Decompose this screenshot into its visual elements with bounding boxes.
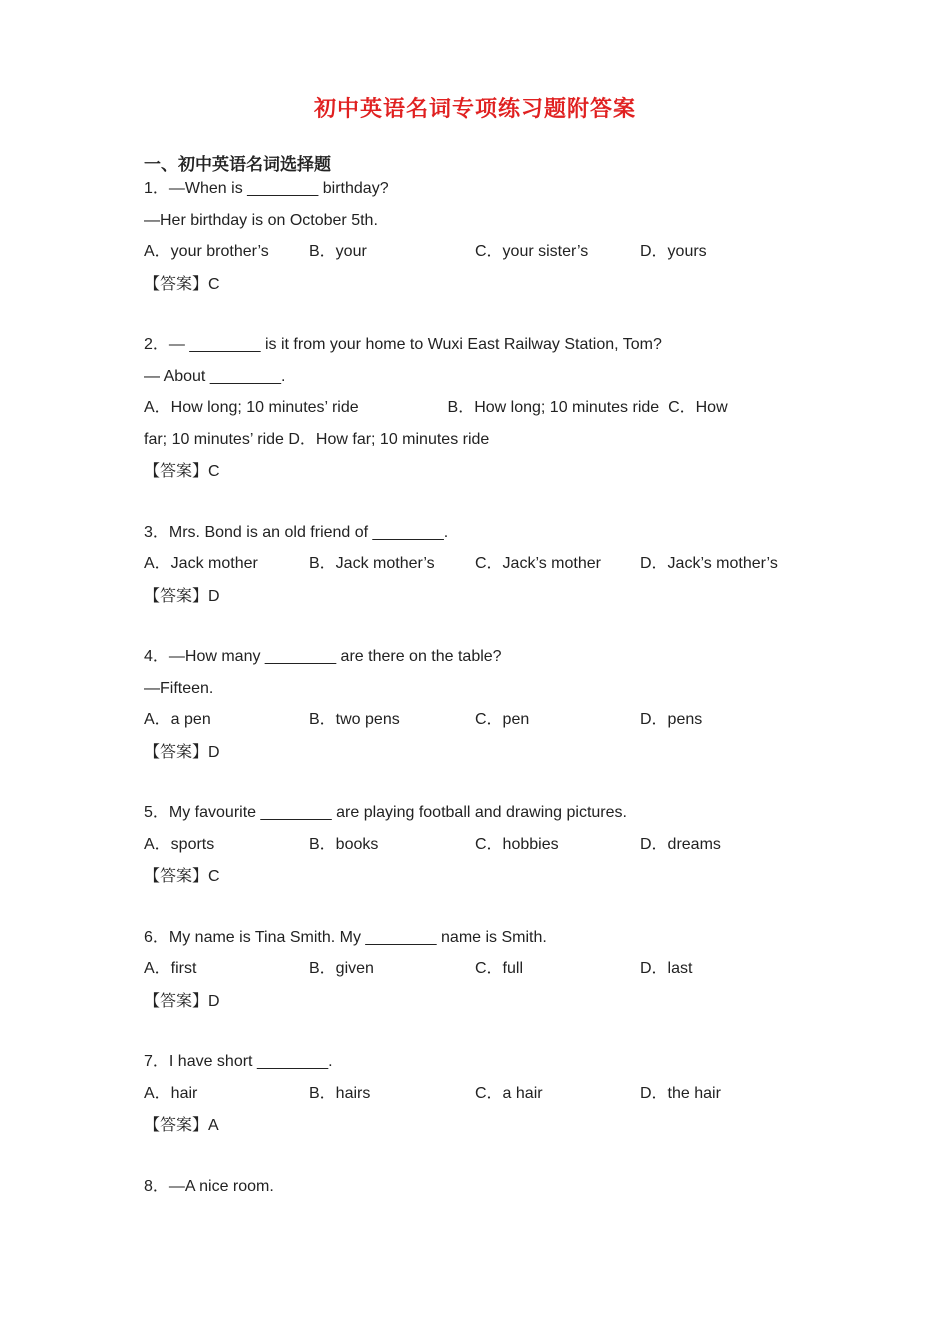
question-1-stem: 1．—When is ________ birthday? bbox=[144, 180, 389, 197]
option-a: A．hair bbox=[144, 1084, 198, 1102]
question-5 bbox=[144, 797, 814, 892]
question-3-answer bbox=[144, 580, 814, 612]
question-4-stem: 4．—How many ________ are there on the table? bbox=[144, 648, 502, 665]
question-8-stem: 8．—A nice room. bbox=[144, 1177, 274, 1195]
option-c: C．a hair bbox=[475, 1084, 543, 1102]
question-5-options bbox=[144, 829, 814, 861]
question-6 bbox=[144, 922, 814, 1017]
question-7-options bbox=[144, 1078, 814, 1110]
answer-value: C bbox=[208, 868, 220, 885]
question-6-options bbox=[144, 953, 814, 985]
answer-label: 【答案】 bbox=[144, 273, 209, 293]
page-title: 初中英语名词专项练习题附答案 bbox=[313, 97, 636, 122]
answer-value: D bbox=[208, 743, 220, 761]
question-5-stem: 5．My favourite ________ are playing football and drawing pictures. bbox=[144, 804, 627, 821]
option-a: A．your brother’s bbox=[144, 243, 269, 260]
option-d: D．Jack’s mother’s bbox=[640, 555, 778, 572]
answer-value: D bbox=[208, 587, 220, 605]
answer-value: D bbox=[208, 992, 220, 1010]
question-list bbox=[144, 173, 814, 1202]
question-2-reply: — About ________. bbox=[144, 367, 286, 385]
question-3 bbox=[144, 517, 814, 612]
question-2 bbox=[144, 329, 814, 487]
question-6-stem: 6．My name is Tina Smith. My ________ name is Smith. bbox=[144, 928, 547, 946]
question-4 bbox=[144, 641, 814, 767]
option-b: B．books bbox=[309, 835, 379, 853]
question-5-answer bbox=[144, 860, 814, 892]
option-d: D．the hair bbox=[640, 1084, 721, 1102]
option-c: C．Jack’s mother bbox=[475, 555, 601, 572]
question-3-stem: 3．Mrs. Bond is an old friend of ________. bbox=[144, 523, 449, 541]
question-8 bbox=[144, 1171, 814, 1203]
answer-label: 【答案】 bbox=[144, 585, 209, 605]
option-c: C．full bbox=[475, 960, 524, 977]
question-1-answer bbox=[144, 268, 814, 300]
option-b: B．two pens bbox=[309, 711, 400, 728]
option-b: B．your bbox=[309, 243, 367, 260]
option-a: A．sports bbox=[144, 835, 215, 853]
question-2-answer bbox=[144, 455, 814, 487]
answer-value: C bbox=[208, 275, 220, 293]
option-d: D．last bbox=[640, 960, 693, 977]
question-1-reply: —Her birthday is on October 5th. bbox=[144, 211, 378, 229]
question-3-options bbox=[144, 548, 814, 580]
question-4-reply: —Fifteen. bbox=[144, 679, 214, 697]
question-7-stem: 7．I have short ________. bbox=[144, 1053, 333, 1070]
option-d: D．pens bbox=[640, 711, 703, 728]
option-d: D．yours bbox=[640, 243, 707, 260]
option-d: D．dreams bbox=[640, 835, 721, 853]
answer-label: 【答案】 bbox=[144, 866, 209, 885]
question-2-stem: 2．— ________ is it from your home to Wuxi East Railway Station, Tom? bbox=[144, 336, 662, 353]
answer-label: 【答案】 bbox=[144, 461, 209, 480]
question-6-answer bbox=[144, 985, 814, 1017]
question-2-options-line-1: A．How long; 10 minutes’ ride B．How long; 10 minutes ride C．How bbox=[144, 399, 728, 416]
question-4-options bbox=[144, 704, 814, 736]
section-heading: 一、初中英语名词选择题 bbox=[144, 155, 331, 175]
answer-label: 【答案】 bbox=[144, 990, 209, 1010]
answer-label: 【答案】 bbox=[144, 1115, 209, 1134]
option-c: C．your sister’s bbox=[475, 243, 589, 260]
option-a: A．Jack mother bbox=[144, 555, 258, 572]
option-c: C．hobbies bbox=[475, 835, 559, 853]
question-1-options bbox=[144, 236, 814, 268]
option-c: C．pen bbox=[475, 711, 530, 728]
question-4-answer bbox=[144, 736, 814, 768]
question-2-options-line-2: far; 10 minutes’ ride D．How far; 10 minutes ride bbox=[144, 430, 490, 448]
option-a: A．a pen bbox=[144, 711, 211, 728]
answer-value: A bbox=[208, 1117, 219, 1134]
question-7-answer bbox=[144, 1109, 814, 1141]
option-b: B．hairs bbox=[309, 1084, 371, 1102]
option-a: A．first bbox=[144, 960, 197, 977]
answer-value: C bbox=[208, 463, 220, 480]
option-b: B．Jack mother’s bbox=[309, 555, 435, 572]
question-1 bbox=[144, 173, 814, 299]
option-b: B．given bbox=[309, 960, 374, 977]
question-7 bbox=[144, 1046, 814, 1141]
answer-label: 【答案】 bbox=[144, 741, 209, 761]
